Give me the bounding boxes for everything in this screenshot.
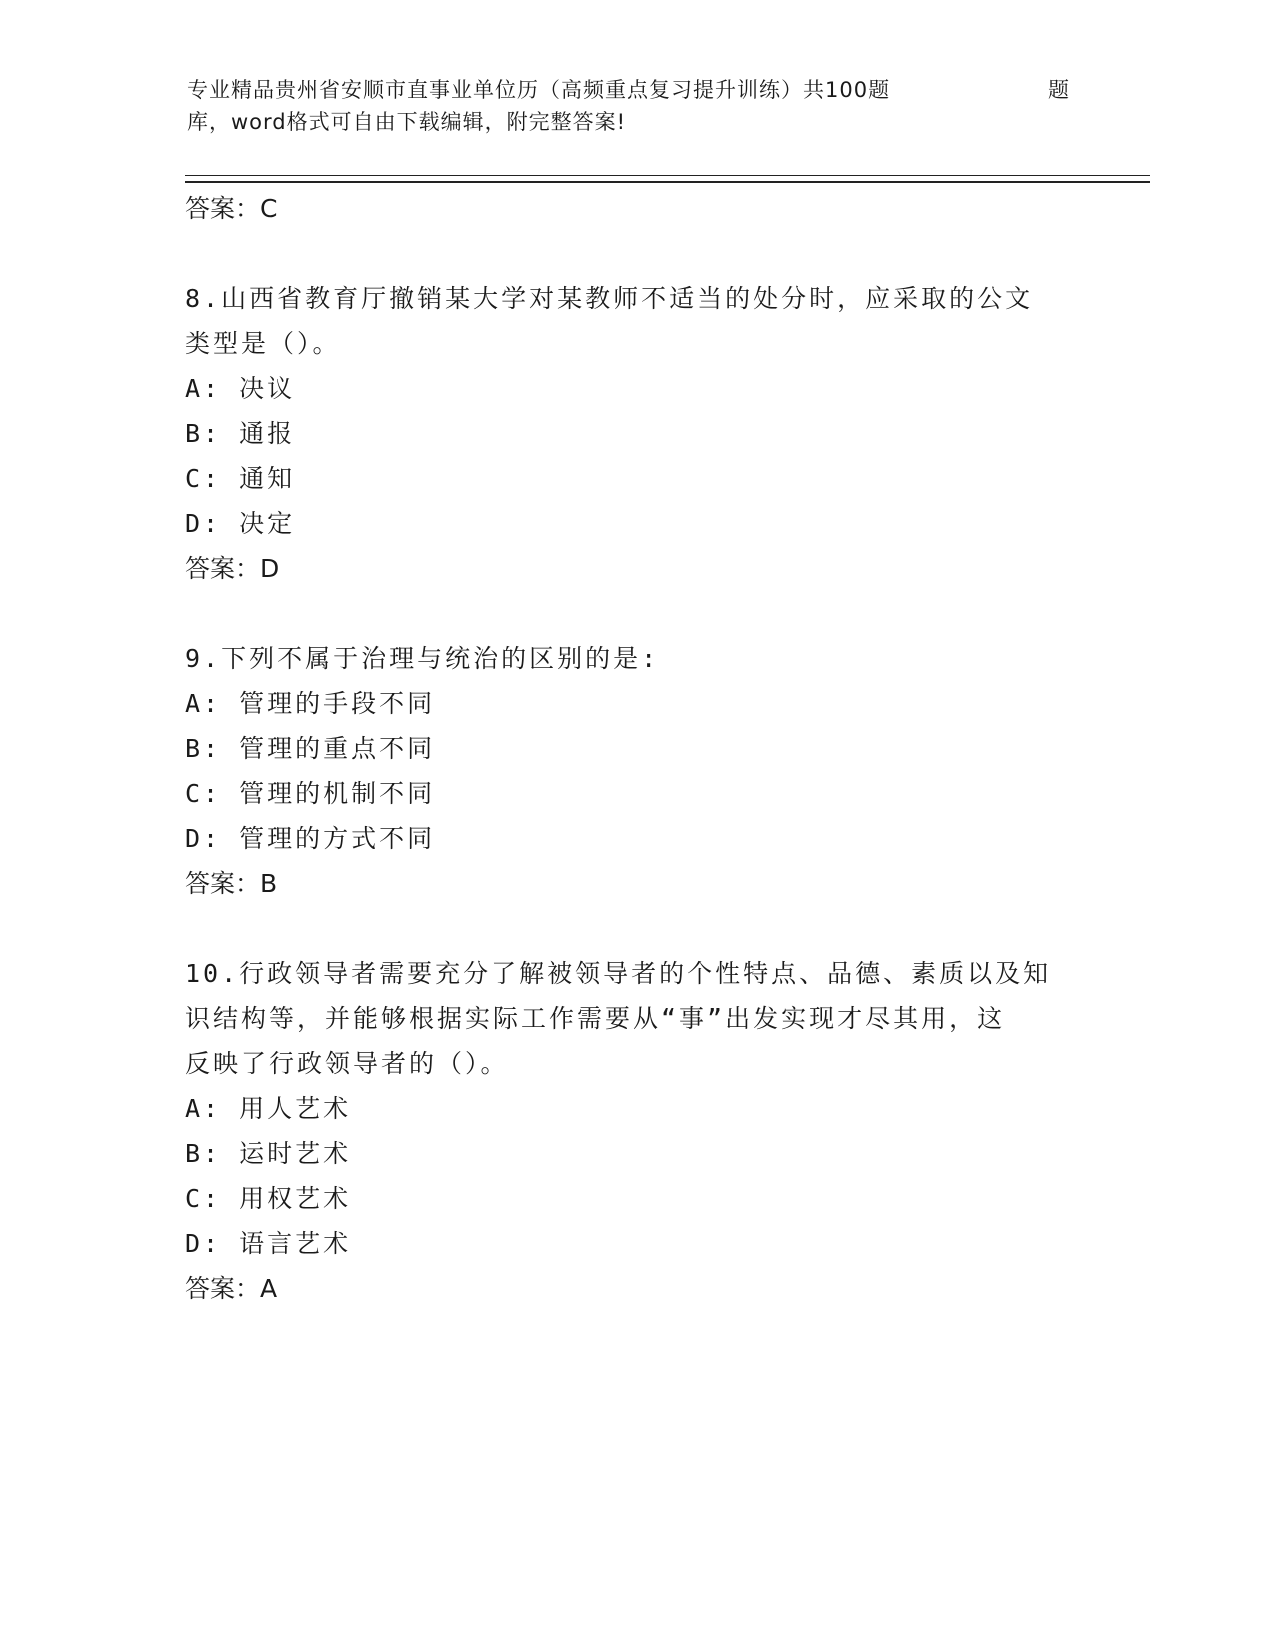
- header-rule-thin: [185, 175, 1150, 176]
- option-b: B: 通报: [185, 419, 296, 448]
- spacer: [185, 906, 1085, 951]
- question-block: [185, 636, 1085, 906]
- option-b: B: 运时艺术: [185, 1139, 352, 1168]
- header-rule-thick: [185, 181, 1150, 183]
- question-stem-line: 10.行政领导者需要充分了解被领导者的个性特点、品德、素质以及知: [185, 959, 1052, 988]
- spacer: [185, 231, 1085, 276]
- option-b: B: 管理的重点不同: [185, 734, 436, 763]
- question-stem-line: 识结构等，并能够根据实际工作需要从“事”出发实现才尽其用，这: [185, 1004, 1006, 1033]
- question-block: [185, 276, 1085, 591]
- header-line-2: 库，word格式可自由下载编辑，附完整答案!: [187, 110, 627, 134]
- answer-line: 答案：D: [185, 554, 280, 583]
- option-a: A: 决议: [185, 374, 296, 403]
- option-a: A: 管理的手段不同: [185, 689, 436, 718]
- document-body: [185, 186, 1085, 1311]
- header-line-1: 专业精品贵州省安顺市直事业单位历（高频重点复习提升训练）共100题: [187, 78, 891, 102]
- page-header: [187, 74, 1087, 138]
- option-c: C: 通知: [185, 464, 296, 493]
- header-line-1-tail: 题: [1048, 78, 1069, 102]
- answer-line: 答案：C: [185, 194, 278, 223]
- option-d: D: 管理的方式不同: [185, 824, 436, 853]
- answer-line: 答案：B: [185, 869, 278, 898]
- question-stem-line: 9.下列不属于治理与统治的区别的是:: [185, 644, 660, 673]
- spacer: [185, 591, 1085, 636]
- question-stem-line: 类型是（）。: [185, 329, 341, 358]
- question-stem-line: 反映了行政领导者的（）。: [185, 1049, 509, 1078]
- question-block: [185, 951, 1085, 1311]
- option-a: A: 用人艺术: [185, 1094, 352, 1123]
- option-c: C: 管理的机制不同: [185, 779, 436, 808]
- option-d: D: 语言艺术: [185, 1229, 352, 1258]
- option-c: C: 用权艺术: [185, 1184, 352, 1213]
- answer-line: 答案：A: [185, 1274, 278, 1303]
- question-stem-line: 8.山西省教育厅撤销某大学对某教师不适当的处分时，应采取的公文: [185, 284, 1034, 313]
- option-d: D: 决定: [185, 509, 296, 538]
